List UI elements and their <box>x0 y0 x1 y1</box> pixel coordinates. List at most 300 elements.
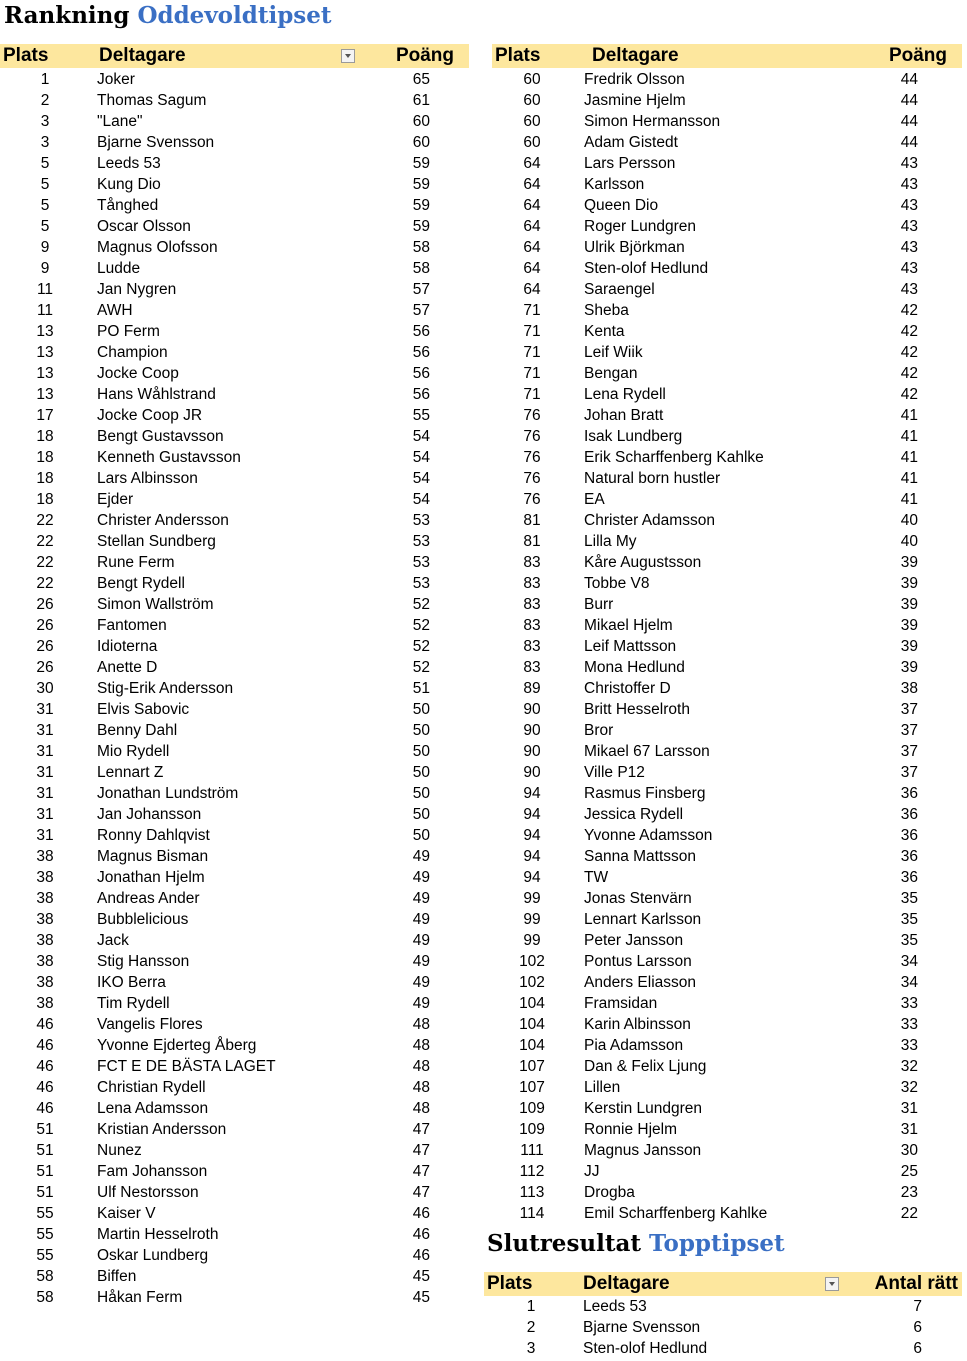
participant-name-cell: FCT E DE BÄSTA LAGET <box>97 1058 276 1075</box>
rank-cell: 104 <box>519 1016 545 1033</box>
final-result-title <box>487 1230 785 1258</box>
points-cell: 54 <box>412 449 430 466</box>
rank-cell: 111 <box>520 1142 544 1159</box>
points-cell: 47 <box>412 1142 430 1159</box>
rank-cell: 76 <box>523 428 541 445</box>
participant-name-cell: Bjarne Svensson <box>97 134 215 151</box>
table-row <box>492 657 962 678</box>
participant-name-cell: Jonathan Hjelm <box>97 869 205 886</box>
header-points: Poäng <box>395 45 454 66</box>
points-cell: 39 <box>900 659 918 676</box>
points-cell: 59 <box>412 155 430 172</box>
filter-dropdown-icon[interactable] <box>341 49 355 63</box>
rank-cell: 71 <box>523 323 541 340</box>
header-points: Poäng <box>888 45 947 66</box>
rank-cell: 38 <box>36 848 54 865</box>
table-row <box>0 1014 469 1035</box>
table-row <box>0 783 469 804</box>
points-cell: 56 <box>412 344 430 361</box>
participant-name-cell: Leif Wiik <box>584 344 643 361</box>
participant-name-cell: Bengan <box>584 365 638 382</box>
table-row <box>0 258 469 279</box>
left-ranking-list <box>0 69 469 1308</box>
table-row <box>492 825 962 846</box>
rank-cell: 38 <box>36 911 54 928</box>
participant-name-cell: Elvis Sabovic <box>97 701 190 718</box>
participant-name-cell: Ronny Dahlqvist <box>97 827 210 844</box>
participant-name-cell: Mio Rydell <box>97 743 170 760</box>
rank-cell: 109 <box>519 1100 545 1117</box>
table-row <box>0 1056 469 1077</box>
table-row <box>0 1119 469 1140</box>
table-row <box>0 951 469 972</box>
points-cell: 6 <box>913 1340 922 1357</box>
rank-cell: 38 <box>36 953 54 970</box>
points-cell: 50 <box>412 764 430 781</box>
points-cell: 40 <box>900 512 918 529</box>
table-row <box>492 993 962 1014</box>
table-row <box>0 846 469 867</box>
participant-name-cell: Burr <box>584 596 614 613</box>
rank-cell: 55 <box>36 1247 54 1264</box>
rank-cell: 2 <box>526 1319 536 1336</box>
rank-cell: 11 <box>36 281 54 298</box>
points-cell: 53 <box>412 512 430 529</box>
table-row <box>0 342 469 363</box>
points-cell: 61 <box>412 92 430 109</box>
rank-cell: 94 <box>523 827 541 844</box>
rank-cell: 22 <box>36 554 54 571</box>
rank-cell: 5 <box>40 218 50 235</box>
table-row <box>0 90 469 111</box>
participant-name-cell: Hans Wåhlstrand <box>97 386 216 403</box>
rank-cell: 46 <box>36 1016 54 1033</box>
rank-cell: 13 <box>36 365 54 382</box>
participant-name-cell: Bror <box>584 722 614 739</box>
rank-cell: 3 <box>40 134 50 151</box>
rank-cell: 18 <box>36 491 54 508</box>
rank-cell: 94 <box>523 806 541 823</box>
points-cell: 46 <box>412 1247 430 1264</box>
points-cell: 36 <box>900 827 918 844</box>
participant-name-cell: Framsidan <box>584 995 658 1012</box>
table-row <box>492 762 962 783</box>
points-cell: 32 <box>900 1058 918 1075</box>
points-cell: 65 <box>412 71 430 88</box>
participant-name-cell: Martin Hesselroth <box>97 1226 219 1243</box>
participant-name-cell: Simon Hermansson <box>584 113 721 130</box>
table-row <box>492 489 962 510</box>
final-table-header <box>484 1272 962 1296</box>
participant-name-cell: Jasmine Hjelm <box>584 92 686 109</box>
table-row <box>0 1035 469 1056</box>
rank-cell: 51 <box>36 1121 54 1138</box>
rank-cell: 83 <box>523 659 541 676</box>
table-row <box>492 699 962 720</box>
rank-cell: 13 <box>36 344 54 361</box>
participant-name-cell: Magnus Olofsson <box>97 239 218 256</box>
table-row <box>492 1035 962 1056</box>
table-row <box>0 405 469 426</box>
rank-cell: 58 <box>36 1268 54 1285</box>
points-cell: 56 <box>412 365 430 382</box>
rank-cell: 76 <box>523 449 541 466</box>
participant-name-cell: Peter Jansson <box>584 932 684 949</box>
right-table-header <box>492 44 962 68</box>
points-cell: 45 <box>412 1289 430 1306</box>
table-row <box>0 69 469 90</box>
points-cell: 42 <box>900 344 918 361</box>
rank-cell: 31 <box>36 743 54 760</box>
table-row <box>492 510 962 531</box>
participant-name-cell: Ronnie Hjelm <box>584 1121 678 1138</box>
table-row <box>492 951 962 972</box>
participant-name-cell: Kenneth Gustavsson <box>97 449 241 466</box>
rank-cell: 90 <box>523 722 541 739</box>
participant-name-cell: Ulf Nestorsson <box>97 1184 199 1201</box>
points-cell: 44 <box>900 113 918 130</box>
rank-cell: 46 <box>36 1100 54 1117</box>
points-cell: 49 <box>412 953 430 970</box>
rank-cell: 46 <box>36 1058 54 1075</box>
rank-cell: 38 <box>36 974 54 991</box>
participant-name-cell: Tobbe V8 <box>584 575 650 592</box>
table-row <box>0 195 469 216</box>
participant-name-cell: Oscar Olsson <box>97 218 191 235</box>
points-cell: 44 <box>900 134 918 151</box>
participant-name-cell: Benny Dahl <box>97 722 178 739</box>
table-row <box>484 1296 962 1317</box>
participant-name-cell: Stig Hansson <box>97 953 190 970</box>
participant-name-cell: Håkan Ferm <box>97 1289 183 1306</box>
participant-name-cell: "Lane" <box>97 113 143 130</box>
rank-cell: 9 <box>40 239 50 256</box>
points-cell: 54 <box>412 491 430 508</box>
points-cell: 39 <box>900 554 918 571</box>
rank-cell: 64 <box>523 197 541 214</box>
participant-name-cell: Leif Mattsson <box>584 638 677 655</box>
participant-name-cell: Jessica Rydell <box>584 806 684 823</box>
participant-name-cell: Lennart Karlsson <box>584 911 702 928</box>
table-row <box>0 468 469 489</box>
final-result-list <box>484 1296 962 1359</box>
rank-cell: 26 <box>36 638 54 655</box>
rank-cell: 94 <box>523 785 541 802</box>
rank-cell: 22 <box>36 512 54 529</box>
table-row <box>0 1203 469 1224</box>
rank-cell: 76 <box>523 491 541 508</box>
table-row <box>492 678 962 699</box>
participant-name-cell: Bubblelicious <box>97 911 189 928</box>
points-cell: 7 <box>913 1298 922 1315</box>
participant-name-cell: Joker <box>97 71 135 88</box>
participant-name-cell: Pontus Larsson <box>584 953 692 970</box>
participant-name-cell: Erik Scharffenberg Kahlke <box>584 449 764 466</box>
table-row <box>492 741 962 762</box>
table-row <box>492 1014 962 1035</box>
points-cell: 43 <box>900 197 918 214</box>
points-cell: 33 <box>900 1016 918 1033</box>
table-row <box>0 699 469 720</box>
participant-name-cell: TW <box>584 869 609 886</box>
participant-name-cell: Roger Lundgren <box>584 218 697 235</box>
participant-name-cell: Sheba <box>584 302 629 319</box>
table-row <box>0 153 469 174</box>
participant-name-cell: Kåre Augustsson <box>584 554 702 571</box>
header-name: Deltagare <box>99 45 186 66</box>
table-row <box>0 678 469 699</box>
points-cell: 34 <box>900 974 918 991</box>
table-row <box>492 930 962 951</box>
table-row <box>492 321 962 342</box>
participant-name-cell: Lena Adamsson <box>97 1100 209 1117</box>
table-row <box>0 1098 469 1119</box>
participant-name-cell: Biffen <box>97 1268 137 1285</box>
table-row <box>0 1266 469 1287</box>
points-cell: 50 <box>412 827 430 844</box>
points-cell: 44 <box>900 92 918 109</box>
participant-name-cell: Jonathan Lundström <box>97 785 239 802</box>
points-cell: 36 <box>900 806 918 823</box>
table-row <box>492 405 962 426</box>
rank-cell: 60 <box>523 134 541 151</box>
table-row <box>492 1077 962 1098</box>
participant-name-cell: Thomas Sagum <box>97 92 207 109</box>
table-row <box>492 573 962 594</box>
table-row <box>0 720 469 741</box>
points-cell: 43 <box>900 155 918 172</box>
points-cell: 22 <box>900 1205 918 1222</box>
points-cell: 44 <box>900 71 918 88</box>
header-name: Deltagare <box>592 45 679 66</box>
points-cell: 48 <box>412 1100 430 1117</box>
points-cell: 55 <box>412 407 430 424</box>
table-row <box>492 300 962 321</box>
rank-cell: 83 <box>523 596 541 613</box>
points-cell: 37 <box>900 722 918 739</box>
participant-name-cell: Kaiser V <box>97 1205 156 1222</box>
participant-name-cell: Sanna Mattsson <box>584 848 697 865</box>
points-cell: 59 <box>412 218 430 235</box>
table-row <box>492 783 962 804</box>
participant-name-cell: Mikael 67 Larsson <box>584 743 710 760</box>
participant-name-cell: Rasmus Finsberg <box>584 785 706 802</box>
table-row <box>0 552 469 573</box>
points-cell: 31 <box>900 1100 918 1117</box>
rank-cell: 3 <box>40 113 50 130</box>
points-cell: 42 <box>900 365 918 382</box>
rank-cell: 46 <box>36 1037 54 1054</box>
points-cell: 42 <box>900 323 918 340</box>
points-cell: 41 <box>900 407 918 424</box>
header-correct-count: Antal rätt <box>874 1273 958 1294</box>
points-cell: 56 <box>412 386 430 403</box>
table-row <box>492 1140 962 1161</box>
rank-cell: 112 <box>519 1163 545 1180</box>
points-cell: 53 <box>412 533 430 550</box>
points-cell: 37 <box>900 743 918 760</box>
rank-cell: 114 <box>519 1205 545 1222</box>
rank-cell: 38 <box>36 995 54 1012</box>
table-row <box>0 279 469 300</box>
points-cell: 49 <box>412 932 430 949</box>
points-cell: 31 <box>900 1121 918 1138</box>
table-row <box>492 216 962 237</box>
table-row <box>0 1287 469 1308</box>
rank-cell: 113 <box>519 1184 545 1201</box>
participant-name-cell: Kerstin Lundgren <box>584 1100 703 1117</box>
participant-name-cell: Oskar Lundberg <box>97 1247 209 1264</box>
points-cell: 50 <box>412 722 430 739</box>
participant-name-cell: Sten-olof Hedlund <box>583 1340 708 1357</box>
rank-cell: 89 <box>523 680 541 697</box>
rank-cell: 90 <box>523 701 541 718</box>
rank-cell: 55 <box>36 1205 54 1222</box>
participant-name-cell: Emil Scharffenberg Kahlke <box>584 1205 768 1222</box>
points-cell: 30 <box>900 1142 918 1159</box>
participant-name-cell: PO Ferm <box>97 323 160 340</box>
rank-cell: 5 <box>40 155 50 172</box>
points-cell: 48 <box>412 1058 430 1075</box>
points-cell: 49 <box>412 995 430 1012</box>
header-rank: Plats <box>3 45 49 66</box>
rank-cell: 83 <box>523 554 541 571</box>
rank-cell: 99 <box>523 932 541 949</box>
points-cell: 53 <box>412 575 430 592</box>
table-row <box>492 972 962 993</box>
points-cell: 25 <box>900 1163 918 1180</box>
participant-name-cell: Jonas Stenvärn <box>584 890 692 907</box>
participant-name-cell: Ejder <box>97 491 134 508</box>
rank-cell: 83 <box>523 575 541 592</box>
points-cell: 48 <box>412 1079 430 1096</box>
rank-cell: 13 <box>36 323 54 340</box>
rank-cell: 38 <box>36 932 54 949</box>
table-row <box>0 363 469 384</box>
points-cell: 41 <box>900 449 918 466</box>
points-cell: 57 <box>412 281 430 298</box>
table-row <box>0 930 469 951</box>
rank-cell: 38 <box>36 869 54 886</box>
table-row <box>492 237 962 258</box>
participant-name-cell: Mona Hedlund <box>584 659 685 676</box>
participant-name-cell: Bengt Gustavsson <box>97 428 224 445</box>
participant-name-cell: Magnus Jansson <box>584 1142 702 1159</box>
table-row <box>492 69 962 90</box>
points-cell: 52 <box>412 617 430 634</box>
rank-cell: 3 <box>526 1340 536 1357</box>
points-cell: 33 <box>900 1037 918 1054</box>
rank-cell: 107 <box>519 1058 545 1075</box>
points-cell: 47 <box>412 1163 430 1180</box>
points-cell: 42 <box>900 386 918 403</box>
table-row <box>492 342 962 363</box>
points-cell: 33 <box>900 995 918 1012</box>
points-cell: 39 <box>900 575 918 592</box>
participant-name-cell: Lilla My <box>584 533 637 550</box>
participant-name-cell: Mikael Hjelm <box>584 617 673 634</box>
points-cell: 37 <box>900 764 918 781</box>
table-row <box>0 1077 469 1098</box>
table-row <box>0 531 469 552</box>
table-row <box>492 1182 962 1203</box>
final-result-title-competition: Topptipset <box>649 1230 785 1257</box>
points-cell: 39 <box>900 596 918 613</box>
points-cell: 49 <box>412 890 430 907</box>
participant-name-cell: Kristian Andersson <box>97 1121 227 1138</box>
participant-name-cell: JJ <box>584 1163 600 1180</box>
rank-cell: 11 <box>36 302 54 319</box>
rank-cell: 18 <box>36 470 54 487</box>
participant-name-cell: Bjarne Svensson <box>583 1319 701 1336</box>
table-row <box>492 888 962 909</box>
table-row <box>0 573 469 594</box>
filter-dropdown-icon[interactable] <box>825 1277 839 1291</box>
points-cell: 34 <box>900 953 918 970</box>
participant-name-cell: Pia Adamsson <box>584 1037 684 1054</box>
rank-cell: 1 <box>526 1298 536 1315</box>
participant-name-cell: Bengt Rydell <box>97 575 185 592</box>
participant-name-cell: Jocke Coop <box>97 365 179 382</box>
rank-cell: 64 <box>523 281 541 298</box>
table-row <box>492 279 962 300</box>
rank-cell: 104 <box>519 995 545 1012</box>
table-row <box>492 531 962 552</box>
table-row <box>0 426 469 447</box>
table-row <box>492 909 962 930</box>
table-row <box>492 1161 962 1182</box>
table-row <box>0 489 469 510</box>
points-cell: 47 <box>412 1121 430 1138</box>
points-cell: 50 <box>412 743 430 760</box>
points-cell: 48 <box>412 1016 430 1033</box>
participant-name-cell: Anders Eliasson <box>584 974 697 991</box>
points-cell: 52 <box>412 596 430 613</box>
points-cell: 36 <box>900 785 918 802</box>
participant-name-cell: Andreas Ander <box>97 890 200 907</box>
table-row <box>492 552 962 573</box>
points-cell: 49 <box>412 848 430 865</box>
participant-name-cell: Idioterna <box>97 638 158 655</box>
points-cell: 49 <box>412 869 430 886</box>
table-row <box>0 888 469 909</box>
table-row <box>492 867 962 888</box>
rank-cell: 13 <box>36 386 54 403</box>
participant-name-cell: Isak Lundberg <box>584 428 683 445</box>
points-cell: 40 <box>900 533 918 550</box>
ranking-title-competition: Oddevoldtipset <box>137 2 332 29</box>
rank-cell: 46 <box>36 1079 54 1096</box>
table-row <box>484 1317 962 1338</box>
participant-name-cell: Simon Wallström <box>97 596 214 613</box>
points-cell: 49 <box>412 974 430 991</box>
table-row <box>0 867 469 888</box>
points-cell: 59 <box>412 197 430 214</box>
table-row <box>0 909 469 930</box>
participant-name-cell: AWH <box>97 302 133 319</box>
points-cell: 38 <box>900 680 918 697</box>
points-cell: 46 <box>412 1205 430 1222</box>
rank-cell: 1 <box>40 71 50 88</box>
participant-name-cell: Saraengel <box>584 281 655 298</box>
rank-cell: 22 <box>36 533 54 550</box>
participant-name-cell: Christer Adamsson <box>584 512 715 529</box>
participant-name-cell: Sten-olof Hedlund <box>584 260 709 277</box>
points-cell: 41 <box>900 470 918 487</box>
rank-cell: 102 <box>519 974 545 991</box>
table-row <box>492 384 962 405</box>
points-cell: 45 <box>412 1268 430 1285</box>
